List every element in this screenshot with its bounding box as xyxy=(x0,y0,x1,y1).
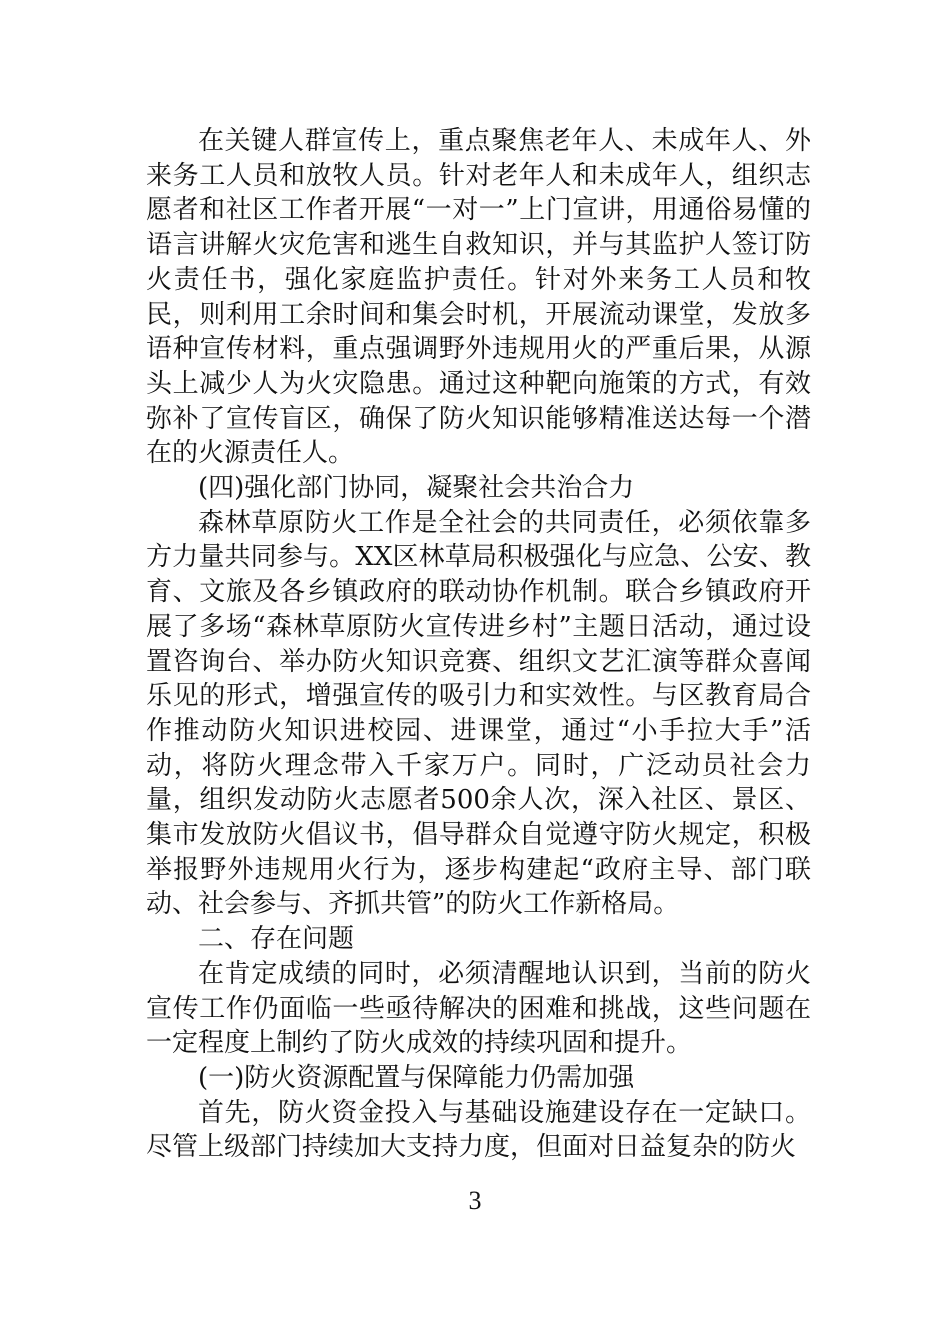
paragraph-department-coordination: 森林草原防火工作是全社会的共同责任，必须依靠多方力量共同参与。XX区林草局积极强化与应急、公安、教育、文旅及各乡镇政府的联动协作机制。联合乡镇政府开展了多场“森林草原防火宣传进乡村”主题日活动，通过设置咨询台、举办防火知识竞赛、组织文艺汇演等群众喜闻乐见的形式，增强宣传的吸引力和实效性。与区教育局合作推动防火知识进校园、进课堂，通过“小手拉大手”活动，将防火理念带入千家万户。同时，广泛动员社会力量，组织发动防火志愿者500余人次，深入社区、景区、集市发放防火倡议书，倡导群众自觉遵守防火规定，积极举报野外违规用火行为，逐步构建起“政府主导、部门联动、社会参与、齐抓共管”的防火工作新格局。 xyxy=(146,507,811,920)
heading-existing-problems: 二、存在问题 xyxy=(198,924,355,955)
paragraph-key-groups: 在关键人群宣传上，重点聚焦老年人、未成年人、外来务工人员和放牧人员。针对老年人和未成年人，组织志愿者和社区工作者开展“一对一”上门宣讲，用通俗易懂的语言讲解火灾危害和逃生自救知识，并与其监护人签订防火责任书，强化家庭监护责任。针对外来务工人员和牧民，则利用工余时间和集会时机，开展流动课堂，发放多语种宣传材料，重点强调野外违规用火的严重后果，从源头上减少人为火灾隐患。通过这种靶向施策的方式，有效弥补了宣传盲区，确保了防火知识能够精准送达每一个潜在的火源责任人。 xyxy=(146,126,811,469)
page-number: 3 xyxy=(468,1186,482,1215)
heading-section-4: (四)强化部门协同，凝聚社会共治合力 xyxy=(198,473,635,504)
heading-subsection-1: (一)防火资源配置与保障能力仍需加强 xyxy=(198,1062,635,1093)
paragraph-problems-intro: 在肯定成绩的同时，必须清醒地认识到，当前的防火宣传工作仍面临一些亟待解决的困难和挑战，这些问题在一定程度上制约了防火成效的持续巩固和提升。 xyxy=(146,958,811,1059)
paragraph-funding-gap: 首先，防火资金投入与基础设施建设存在一定缺口。尽管上级部门持续加大支持力度，但面对日益复杂的防火 xyxy=(146,1097,811,1163)
body-text xyxy=(146,124,811,1165)
